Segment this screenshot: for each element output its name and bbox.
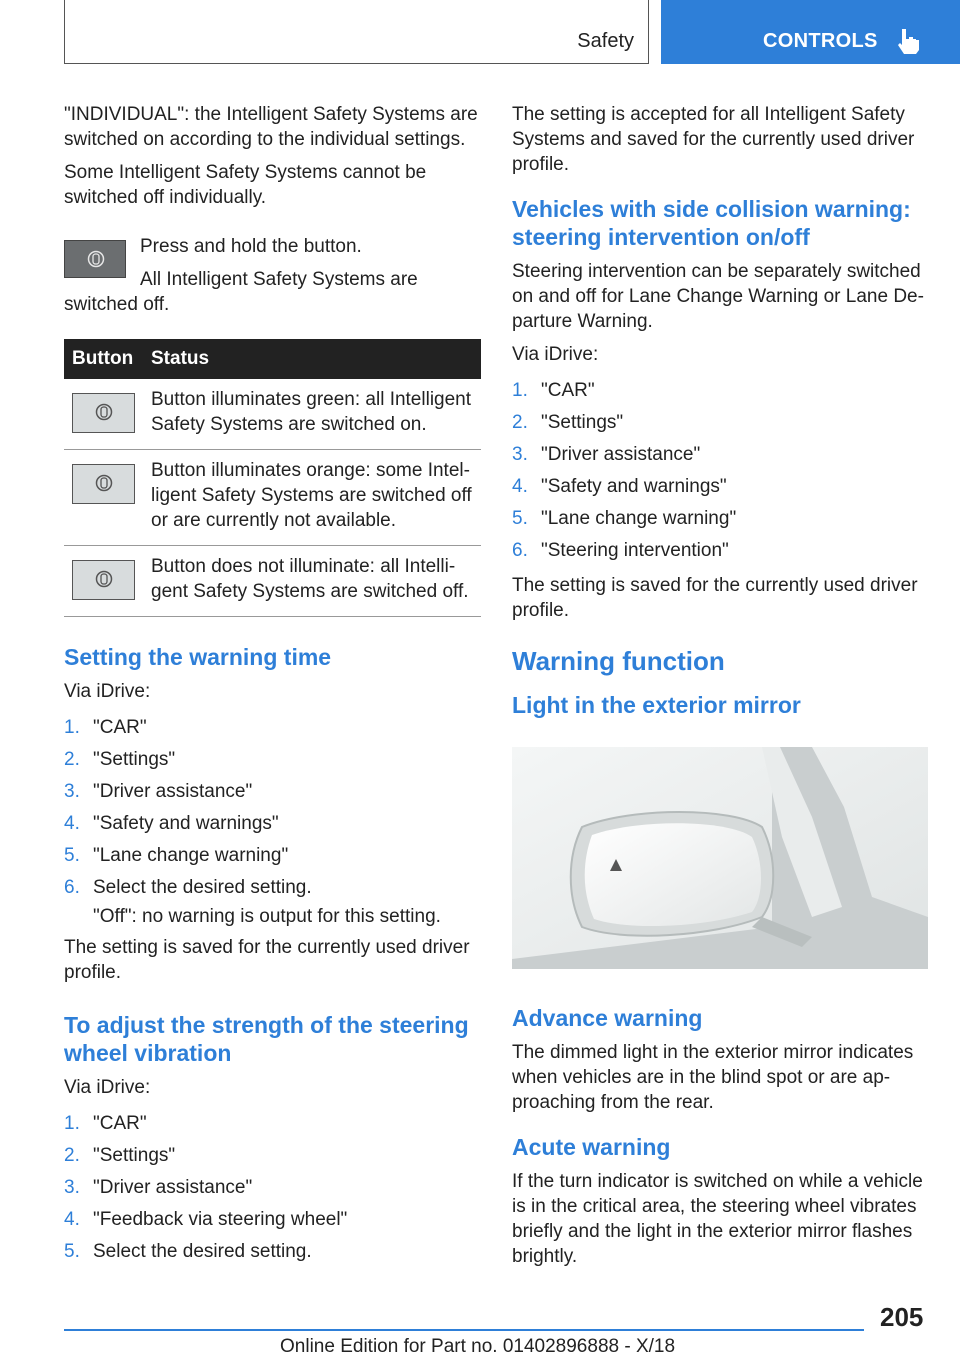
edition-text: Online Edition for Part no. 01402896888 - X/18 xyxy=(280,1336,676,1357)
cannot-switch-text: Some Intelligent Safety Systems cannot be switched off individually. xyxy=(64,162,427,208)
footer-divider xyxy=(64,1329,864,1331)
safety-button-icon xyxy=(95,474,113,492)
via-idrive-text: Via iDrive: xyxy=(64,1077,151,1098)
list-item: 6. Select the desired setting. "Off": no warning is output for this setting. xyxy=(64,872,481,929)
list-item: 1. "CAR" xyxy=(512,380,595,401)
right-column xyxy=(512,102,928,1277)
table-header-status: Status xyxy=(143,339,481,379)
steering-heading: Vehicles with side collision warning: steering intervention on/off xyxy=(512,196,911,250)
list-item: 2. "Settings" xyxy=(512,412,624,433)
warning-time-heading: Setting the warning time xyxy=(64,644,332,670)
warning-time-steps xyxy=(64,712,481,929)
list-item: 2. "Settings" xyxy=(64,1145,176,1166)
individual-text: "INDIVIDUAL": the Intelligent Safety Systems are switched on according to the individual settings. xyxy=(64,104,478,150)
chapter-title: CONTROLS xyxy=(763,30,878,52)
mirror-heading: Light in the exterior mirror xyxy=(512,692,801,718)
saved-profile-text: The setting is saved for the currently used driver profile. xyxy=(64,937,470,983)
via-idrive-text: Via iDrive: xyxy=(512,344,599,365)
list-item: 4. "Safety and warnings" xyxy=(64,813,279,834)
safety-button-image xyxy=(64,240,126,278)
warning-function-heading: Warning function xyxy=(512,646,725,676)
list-item: 2. "Settings" xyxy=(64,749,176,770)
status-text: Button illuminates green: all Intelligent Safety Systems are switched on. xyxy=(143,379,481,450)
press-hold-text: Press and hold the button. xyxy=(140,236,362,257)
list-item: 4. "Feedback via steering wheel" xyxy=(64,1209,348,1230)
list-item: 3. "Driver assistance" xyxy=(64,1177,253,1198)
status-text: Button illuminates orange: some Intel-ligent Safety Systems are switched off or are currently not available. xyxy=(143,450,481,546)
list-item: 5. Select the desired setting. xyxy=(64,1241,312,1262)
list-item: 4. "Safety and warnings" xyxy=(512,476,727,497)
acute-warning-heading: Acute warning xyxy=(512,1134,671,1160)
table-row xyxy=(64,546,481,617)
vibration-steps xyxy=(64,1108,481,1268)
safety-button-icon xyxy=(95,403,113,421)
safety-button-icon xyxy=(87,250,105,268)
safety-button-image xyxy=(72,560,135,600)
table-header-button: Button xyxy=(64,339,143,379)
vibration-heading: To adjust the strength of the steering wheel vibration xyxy=(64,1012,469,1066)
press-hold-block xyxy=(64,224,481,317)
header-left-box xyxy=(64,0,649,64)
table-row xyxy=(64,379,481,450)
pointing-hand-icon xyxy=(896,27,922,55)
section-title: Safety xyxy=(577,30,634,52)
all-off-text: All Intelligent Safety Systems are switched off. xyxy=(64,269,418,315)
safety-button-image xyxy=(72,464,135,504)
header-chapter-tab xyxy=(661,0,960,64)
exterior-mirror-illustration xyxy=(512,747,928,969)
accepted-text: The setting is accepted for all Intelligent Safety Systems and saved for the currently used driver profile. xyxy=(512,104,915,175)
list-item: 5. "Lane change warning" xyxy=(512,508,737,529)
list-item: 1. "CAR" xyxy=(64,1113,147,1134)
page-number: 205 xyxy=(880,1302,924,1332)
via-idrive-text: Via iDrive: xyxy=(64,681,151,702)
table-row xyxy=(64,450,481,546)
list-item: 1. "CAR" xyxy=(64,717,147,738)
list-item: 6. "Steering intervention" xyxy=(512,540,729,561)
steering-text: Steering intervention can be separately switched on and off for Lane Change Warning or Lane De-parture Warning. xyxy=(512,261,924,332)
acute-warning-text: If the turn indicator is switched on while a vehicle is in the critical area, the steering wheel vibrates briefly and the light in the exterior mirror flashes brightly. xyxy=(512,1171,923,1267)
off-note: "Off": no warning is output for this setting. xyxy=(93,906,441,927)
safety-button-icon xyxy=(95,570,113,588)
left-column xyxy=(64,102,481,1274)
steering-steps xyxy=(512,375,928,567)
list-item: 3. "Driver assistance" xyxy=(64,781,253,802)
saved-profile-text: The setting is saved for the currently used driver profile. xyxy=(512,575,918,621)
list-item: 3. "Driver assistance" xyxy=(512,444,701,465)
advance-warning-text: The dimmed light in the exterior mirror indicates when vehicles are in the blind spot or are ap-proaching from the rear. xyxy=(512,1042,914,1113)
status-text: Button does not illuminate: all Intelli-gent Safety Systems are switched off. xyxy=(143,546,481,617)
advance-warning-heading: Advance warning xyxy=(512,1005,703,1031)
button-status-table xyxy=(64,339,481,617)
list-item: 5. "Lane change warning" xyxy=(64,845,289,866)
safety-button-image xyxy=(72,393,135,433)
